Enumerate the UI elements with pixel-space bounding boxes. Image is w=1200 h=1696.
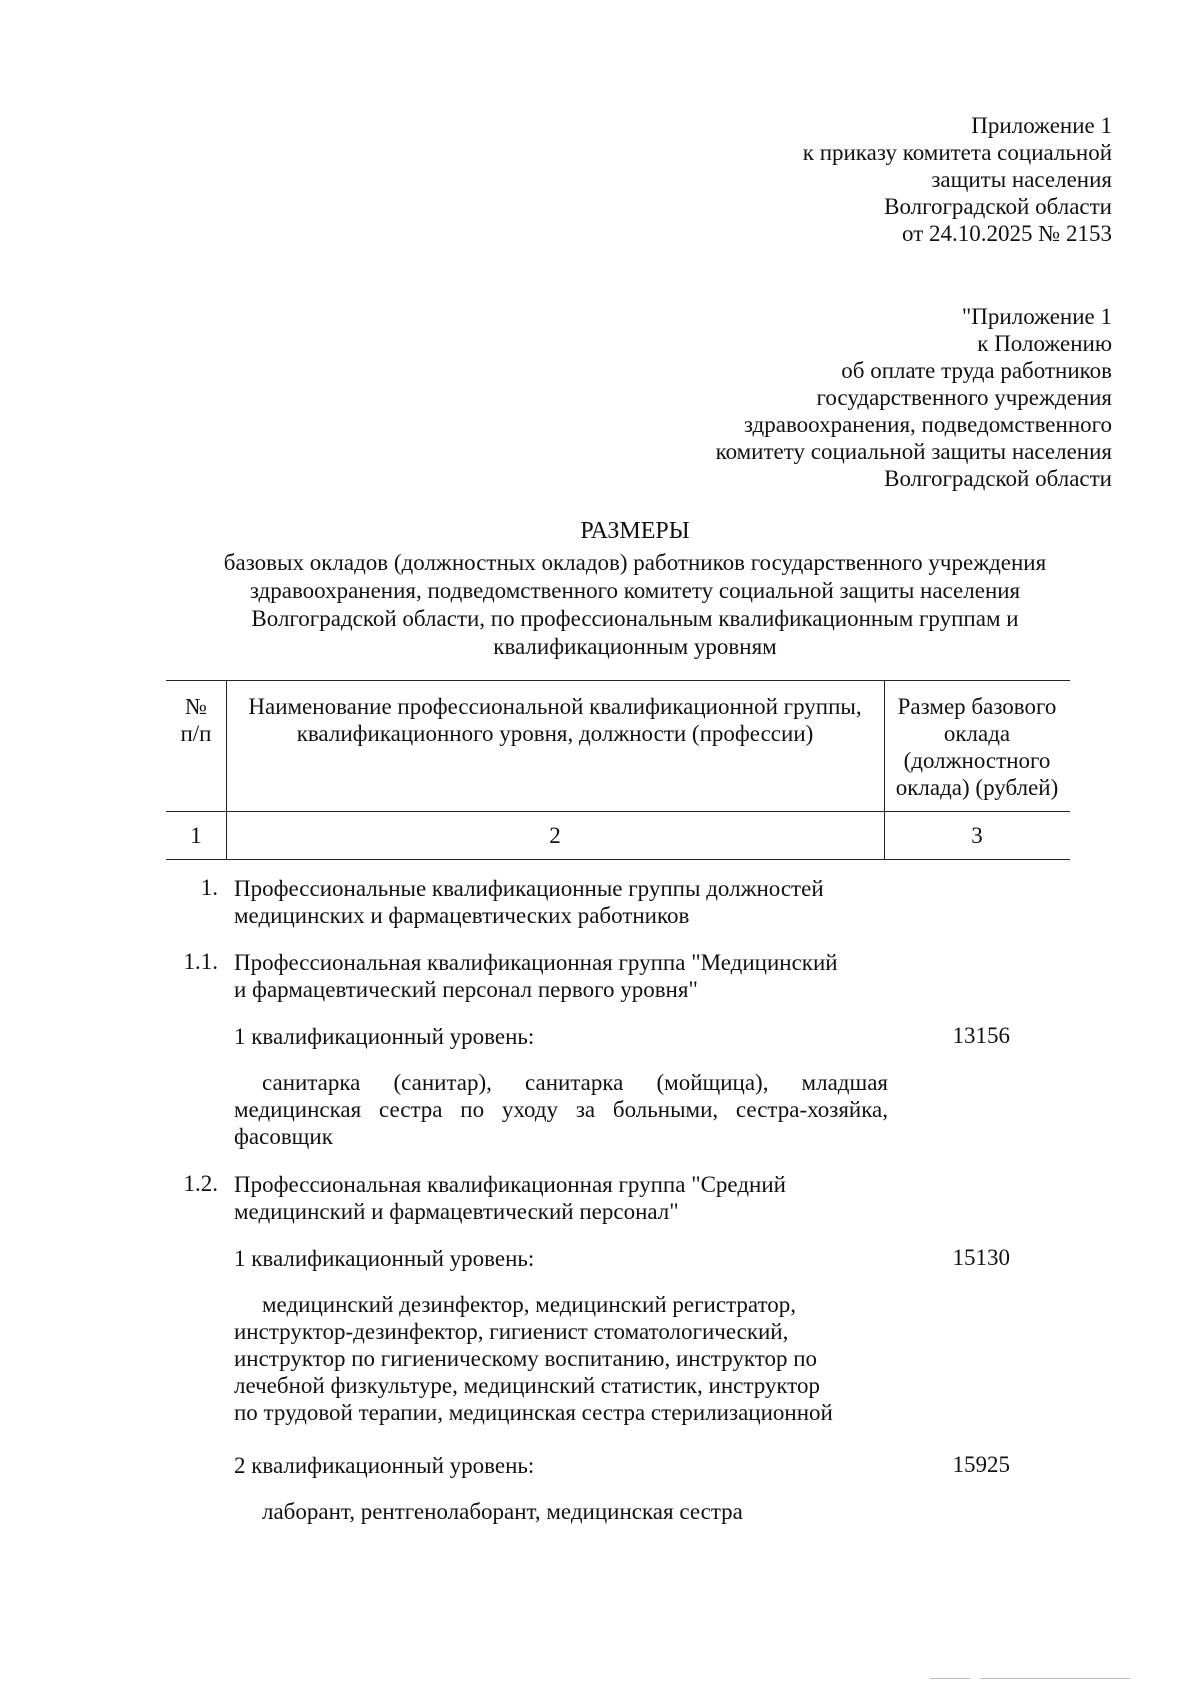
regulation-header-line: государственного учреждения (816, 385, 1112, 410)
positions-line: фасовщик (234, 1124, 333, 1149)
salary-value: 15925 (952, 1452, 1010, 1477)
header-text: квалификационного уровня, должности (профессии) (296, 721, 814, 746)
row-text: Профессиональная квалификационная группа "Средний (234, 1172, 786, 1197)
positions-line: по трудовой терапии, медицинская сестра стерилизационной (234, 1400, 833, 1425)
qualification-level-label: 1 квалификационный уровень: (234, 1246, 535, 1271)
regulation-header-line: об оплате труда работников (841, 358, 1112, 383)
positions-line: инструктор по гигиеническому воспитанию, инструктор по (234, 1346, 817, 1371)
qualification-level-label: 1 квалификационный уровень: (234, 1024, 535, 1049)
subtitle-line: квалификационным уровням (493, 634, 777, 659)
regulation-header-line: "Приложение 1 (961, 304, 1112, 329)
appendix-header-line: Приложение 1 (971, 113, 1112, 138)
subtitle-line: Волгоградской области, по профессиональным квалификационным группам и (251, 606, 1019, 631)
scan-artifact-line (930, 1678, 970, 1679)
row-number: 1.1. (183, 949, 218, 974)
group-title (234, 1171, 786, 1225)
scan-artifact-line (980, 1678, 1130, 1679)
positions-list (234, 1069, 888, 1150)
appendix-header-line: Волгоградской области (884, 194, 1112, 219)
positions-line: инструктор-дезинфектор, гигиенист стоматологический, (234, 1319, 789, 1344)
regulation-header-line: Волгоградской области (884, 466, 1112, 491)
positions-line: санитарка (санитар), санитарка (мойщица), младшая (262, 1070, 888, 1095)
table-top-border (166, 680, 1070, 681)
appendix-header-line: к приказу комитета социальной (802, 140, 1112, 165)
positions-line: медицинская сестра по уходу за больными, сестра-хозяйка, (234, 1097, 888, 1122)
appendix-header (803, 112, 1112, 247)
positions-line: лечебной физкультуре, медицинский статистик, инструктор (234, 1373, 821, 1398)
subtitle-line: базовых окладов (должностных окладов) работников государственного учреждения (223, 550, 1047, 575)
positions-list (234, 1291, 833, 1426)
salary-value: 15130 (952, 1245, 1010, 1270)
header-text: № (185, 694, 207, 719)
row-text: и фармацевтический персонал первого уровня" (234, 977, 698, 1002)
row-text: Профессиональные квалификационные группы должностей (234, 876, 824, 901)
row-text: Профессиональная квалификационная группа "Медицинский (234, 950, 838, 975)
table-bottom-border (166, 859, 1070, 860)
group-title (234, 875, 824, 929)
regulation-header-line: комитету социальной защиты населения (715, 439, 1112, 464)
salary-value: 13156 (952, 1023, 1010, 1048)
positions-line: лаборант, рентгенолаборант, медицинская сестра (262, 1499, 743, 1524)
header-text: Размер базового (897, 694, 1057, 719)
document-subtitle (150, 549, 1120, 661)
header-text: оклада (943, 721, 1011, 746)
header-name-column (226, 693, 884, 747)
positions-list (234, 1498, 743, 1525)
row-number: 1. (200, 875, 218, 900)
regulation-header-line: к Положению (977, 331, 1112, 356)
row-text: медицинский и фармацевтический персонал" (234, 1199, 679, 1224)
regulation-header (716, 303, 1112, 492)
header-text: оклада) (рублей) (895, 775, 1059, 800)
appendix-header-line: защиты населения (931, 167, 1112, 192)
subtitle-line: здравоохранения, подведомственного комитету социальной защиты населения (249, 578, 1021, 603)
appendix-header-line: от 24.10.2025 № 2153 (902, 221, 1112, 246)
qualification-level-label: 2 квалификационный уровень: (234, 1453, 535, 1478)
positions-line: медицинский дезинфектор, медицинский регистратор, (262, 1292, 797, 1317)
table-header-divider (166, 811, 1070, 812)
column-number-3: 3 (971, 823, 983, 848)
column-number-1: 1 (190, 823, 202, 848)
group-title (234, 949, 838, 1003)
row-number: 1.2. (183, 1171, 218, 1196)
header-text: (должностного (903, 748, 1051, 773)
regulation-header-line: здравоохранения, подведомственного (743, 412, 1112, 437)
header-text: Наименование профессиональной квалификационной группы, (248, 694, 862, 719)
header-salary-column (884, 693, 1070, 801)
column-number-2: 2 (549, 823, 561, 848)
document-title: РАЗМЕРЫ (580, 518, 690, 544)
header-number-column (166, 693, 226, 747)
row-text: медицинских и фармацевтических работников (234, 903, 690, 928)
header-text: п/п (180, 721, 212, 746)
